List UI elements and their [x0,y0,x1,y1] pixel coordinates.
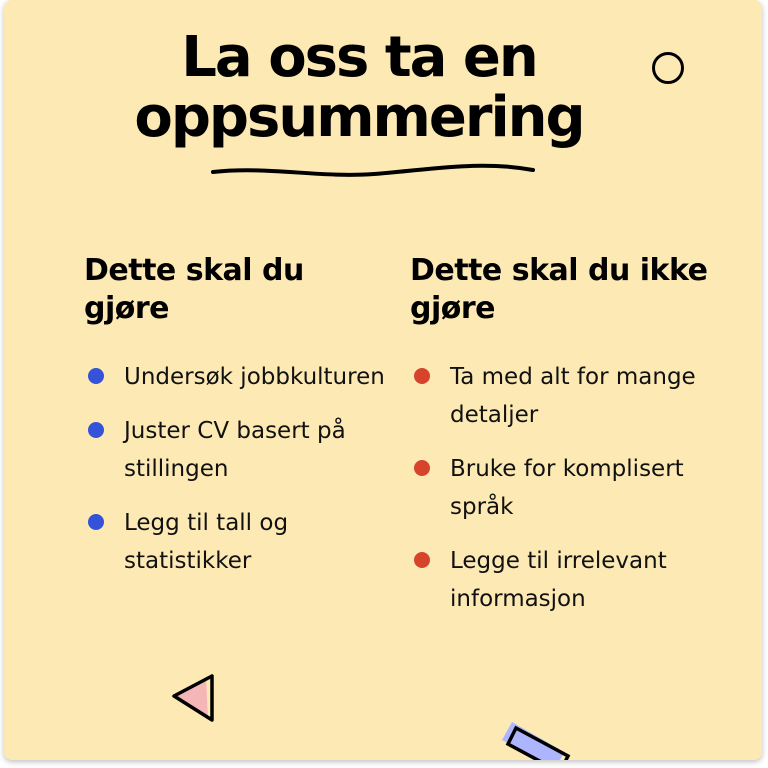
do-item-text: Undersøk jobbkulturen [124,364,385,390]
do-list-item [84,412,404,488]
page-title [4,25,714,150]
title-line-1: La oss ta en [181,25,537,90]
dont-item-text: Ta med alt for mange detaljer [450,364,696,428]
dont-list-item [410,358,730,434]
rectangle-outline-icon [496,718,576,760]
do-list [84,358,404,580]
blue-bullet-icon [88,422,104,438]
triangle-outline-icon [164,672,224,732]
dont-list-item [410,450,730,526]
do-item-text: Legg til tall og statistikker [124,510,289,574]
do-column [84,252,404,596]
dont-list-item [410,542,730,618]
title-line-2: oppsummering [134,85,584,150]
dont-item-text: Legge til irrelevant informasjon [450,548,667,612]
dont-heading: Dette skal du ikke gjøre [410,253,708,326]
summary-card [4,0,762,760]
red-bullet-icon [414,368,430,384]
blue-bullet-icon [88,514,104,530]
red-bullet-icon [414,460,430,476]
dont-list [410,358,730,618]
squiggle-underline-icon [209,152,539,188]
red-bullet-icon [414,552,430,568]
dont-column [410,252,730,634]
do-list-item [84,504,404,580]
dont-item-text: Bruke for komplisert språk [450,456,684,520]
do-list-item [84,358,404,396]
circle-outline-icon [652,52,684,84]
do-heading: Dette skal du gjøre [84,253,304,326]
blue-bullet-icon [88,368,104,384]
do-item-text: Juster CV basert på stillingen [124,418,346,482]
